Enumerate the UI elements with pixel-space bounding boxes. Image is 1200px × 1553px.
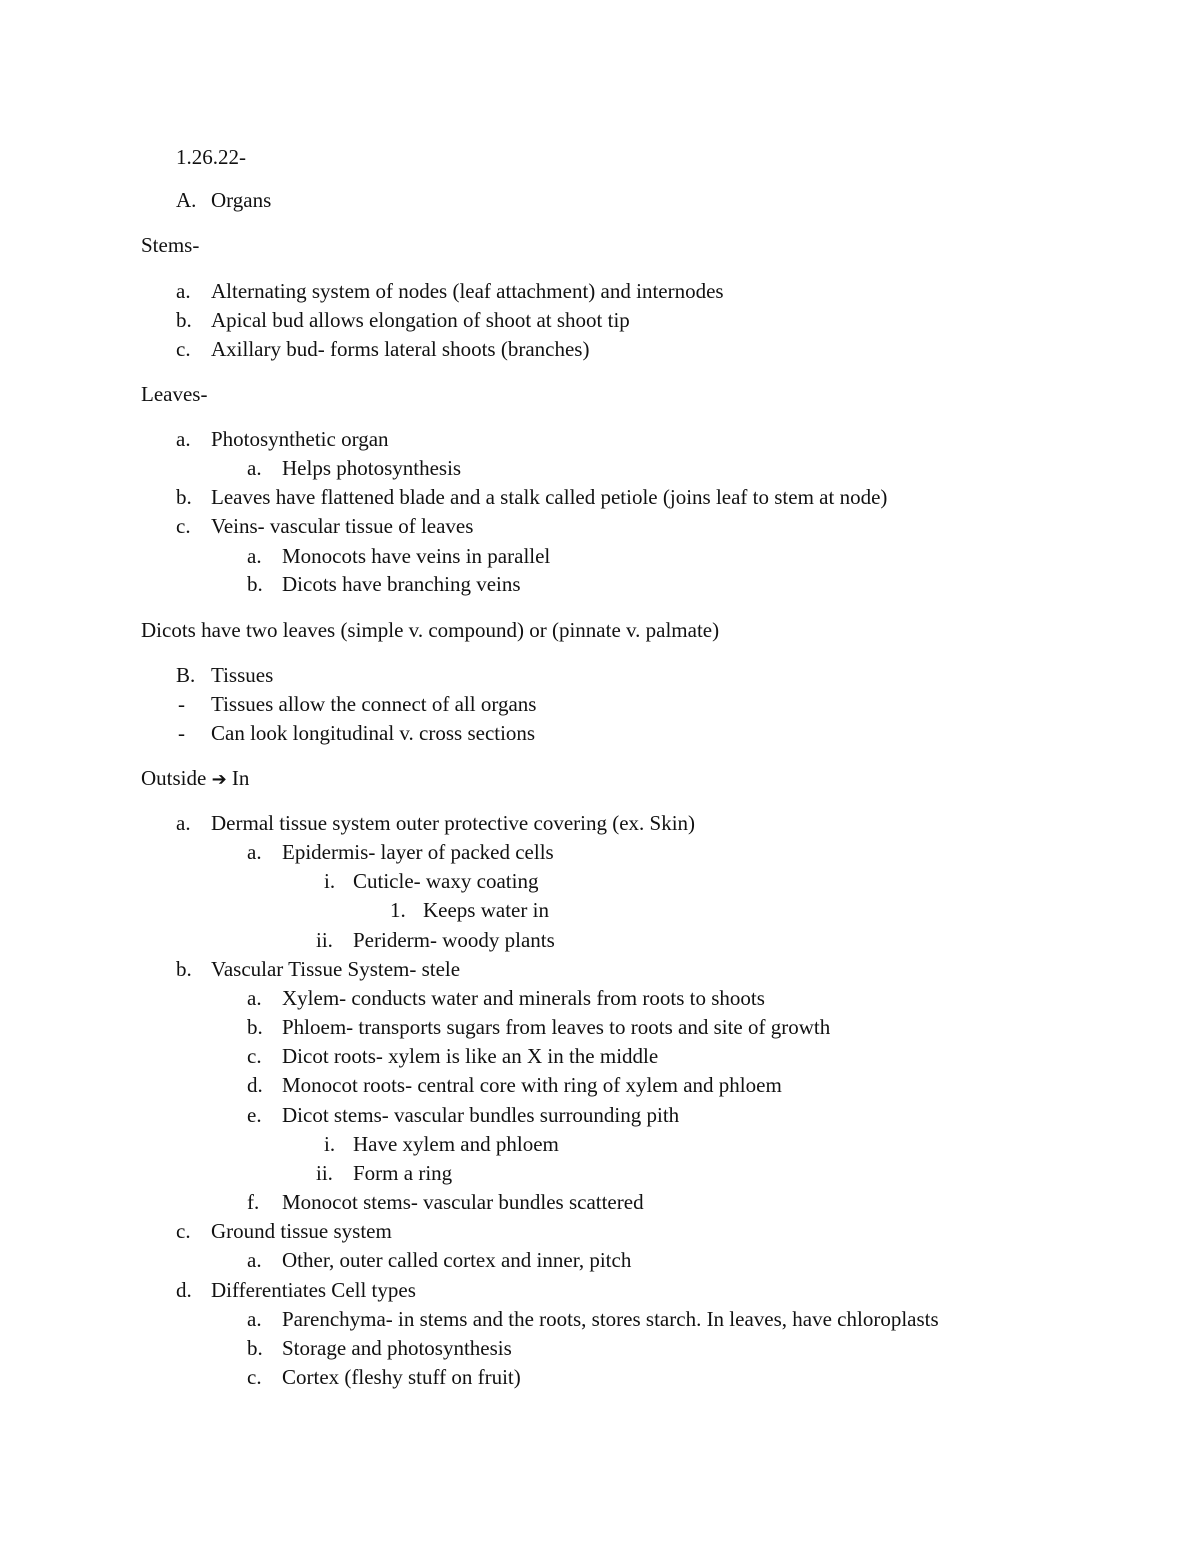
list-marker: a.	[176, 279, 191, 303]
list-marker: ii.	[316, 1161, 333, 1185]
list-item: Periderm- woody plants	[353, 928, 555, 952]
list-item: Keeps water in	[423, 898, 549, 922]
outside-label: Outside	[141, 766, 207, 790]
list-item: Storage and photosynthesis	[282, 1336, 512, 1360]
list-marker: a.	[247, 1307, 262, 1331]
list-marker: b.	[176, 308, 192, 332]
list-item: Xylem- conducts water and minerals from roots to shoots	[282, 986, 765, 1010]
list-item: Parenchyma- in stems and the roots, stores starch. In leaves, have chloroplasts	[282, 1307, 939, 1331]
list-marker: b.	[247, 1336, 263, 1360]
list-marker: b.	[247, 1015, 263, 1039]
list-marker: a.	[247, 986, 262, 1010]
section-b-title: Tissues	[211, 663, 274, 687]
list-item: Alternating system of nodes (leaf attachment) and internodes	[211, 279, 724, 303]
list-item: Helps photosynthesis	[282, 456, 462, 480]
section-a-marker: A.	[176, 188, 197, 212]
list-marker: d.	[176, 1278, 192, 1302]
list-marker: c.	[176, 514, 191, 538]
list-marker: b.	[247, 572, 263, 596]
section-b-marker: B.	[176, 663, 196, 687]
list-item: Axillary bud- forms lateral shoots (branches)	[211, 337, 590, 361]
in-label: In	[231, 766, 250, 790]
list-marker: f.	[247, 1190, 260, 1214]
list-marker: i.	[324, 869, 336, 893]
list-item: Vascular Tissue System- stele	[211, 957, 461, 981]
list-marker: a.	[247, 456, 262, 480]
list-marker: a.	[247, 544, 262, 568]
list-marker: a.	[176, 811, 191, 835]
list-item: Dicot stems- vascular bundles surrounding pith	[282, 1103, 680, 1127]
list-item: Cortex (fleshy stuff on fruit)	[282, 1365, 521, 1389]
bullet-marker: -	[178, 692, 185, 716]
section-a-title: Organs	[211, 188, 272, 212]
list-marker: c.	[176, 337, 191, 361]
leaves-heading: Leaves-	[141, 382, 208, 406]
list-marker: ii.	[316, 928, 333, 952]
list-marker: i.	[324, 1132, 336, 1156]
list-item: Phloem- transports sugars from leaves to roots and site of growth	[282, 1015, 831, 1039]
list-marker: a.	[247, 1248, 262, 1272]
list-item: Epidermis- layer of packed cells	[282, 840, 554, 864]
list-marker: e.	[247, 1103, 262, 1127]
list-marker: c.	[247, 1044, 262, 1068]
list-item: Dicot roots- xylem is like an X in the middle	[282, 1044, 659, 1068]
list-item: Monocot stems- vascular bundles scattered	[282, 1190, 644, 1214]
list-item: Leaves have flattened blade and a stalk called petiole (joins leaf to stem at node)	[211, 485, 888, 509]
list-item: Have xylem and phloem	[353, 1132, 559, 1156]
list-item: Dermal tissue system outer protective covering (ex. Skin)	[211, 811, 696, 835]
list-marker: b.	[176, 957, 192, 981]
list-item: Apical bud allows elongation of shoot at shoot tip	[211, 308, 630, 332]
list-item: Form a ring	[353, 1161, 453, 1185]
list-item: Monocot roots- central core with ring of xylem and phloem	[282, 1073, 782, 1097]
list-marker: c.	[176, 1219, 191, 1243]
list-marker: c.	[247, 1365, 262, 1389]
list-item: Other, outer called cortex and inner, pitch	[282, 1248, 632, 1272]
list-item: Monocots have veins in parallel	[282, 544, 551, 568]
list-marker: d.	[247, 1073, 263, 1097]
bullet-marker: -	[178, 721, 185, 745]
list-item: Photosynthetic organ	[211, 427, 389, 451]
list-item: Ground tissue system	[211, 1219, 392, 1243]
list-marker: a.	[176, 427, 191, 451]
dicots-note: Dicots have two leaves (simple v. compound) or (pinnate v. palmate)	[141, 618, 720, 642]
outside-in-heading	[141, 765, 249, 791]
list-item: Tissues allow the connect of all organs	[211, 692, 537, 716]
list-marker: 1.	[390, 898, 406, 922]
list-item: Dicots have branching veins	[282, 572, 521, 596]
arrow-right-icon: ➔	[211, 769, 227, 790]
list-item: Cuticle- waxy coating	[353, 869, 539, 893]
date-heading: 1.26.22-	[176, 145, 246, 169]
list-item: Veins- vascular tissue of leaves	[211, 514, 474, 538]
stems-heading: Stems-	[141, 233, 200, 257]
list-item: Differentiates Cell types	[211, 1278, 416, 1302]
list-marker: a.	[247, 840, 262, 864]
list-item: Can look longitudinal v. cross sections	[211, 721, 536, 745]
list-marker: b.	[176, 485, 192, 509]
